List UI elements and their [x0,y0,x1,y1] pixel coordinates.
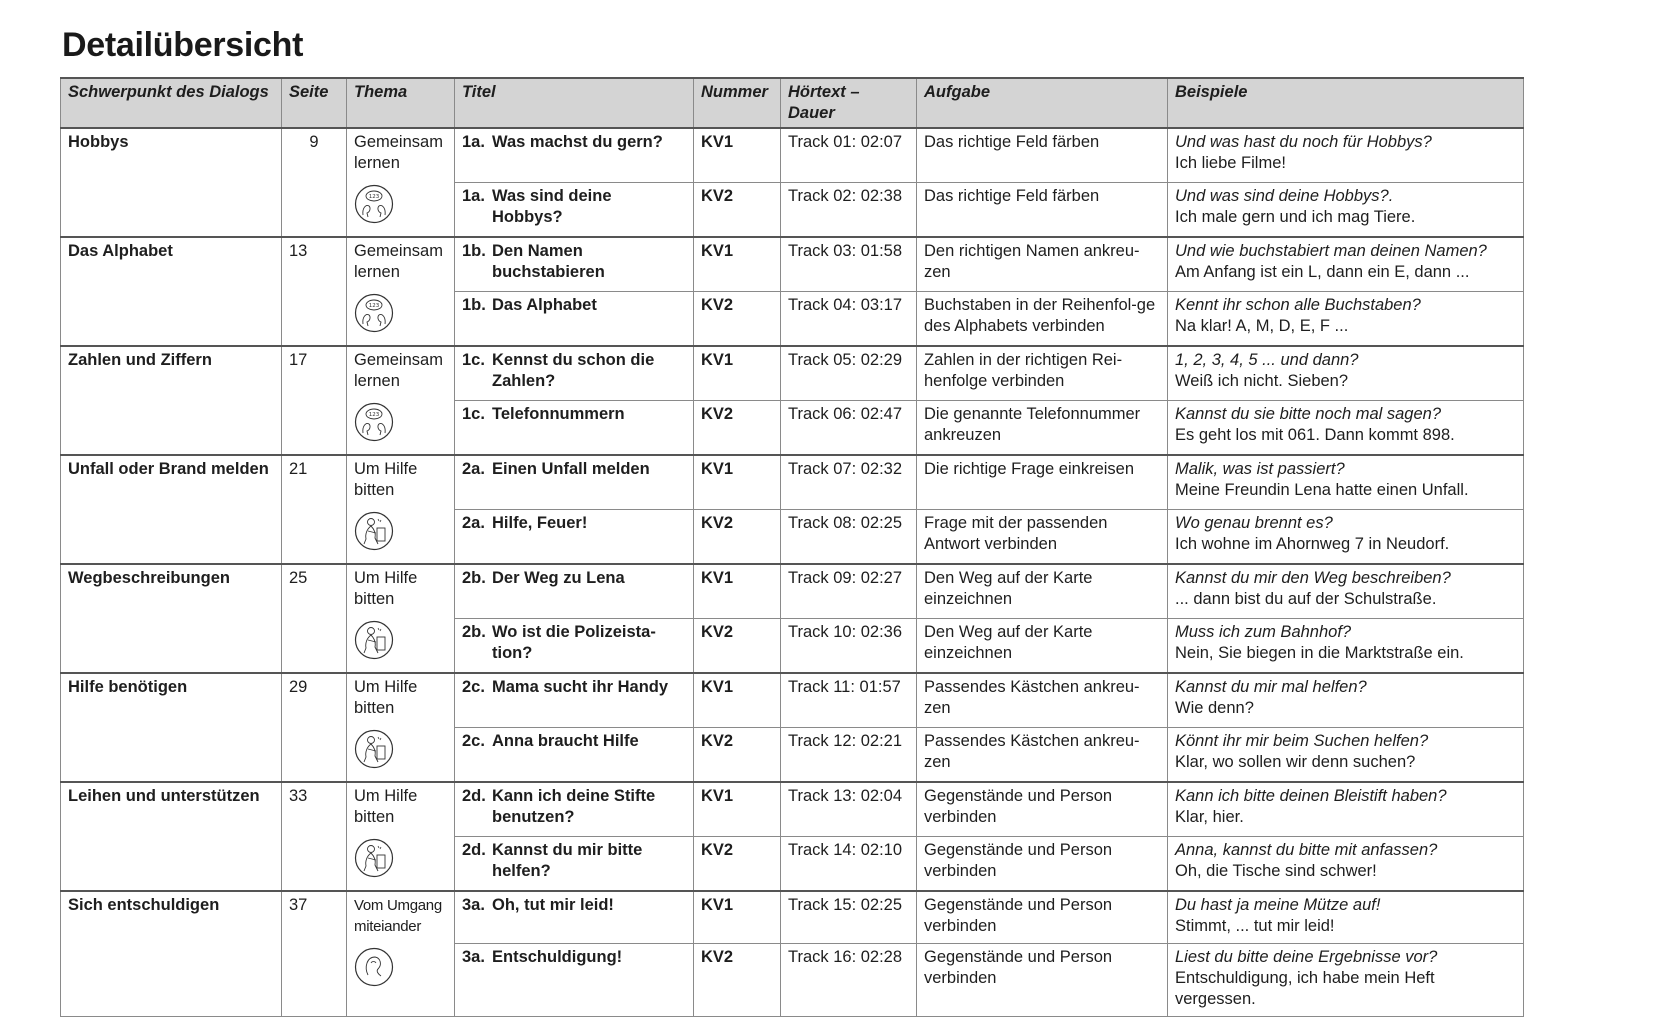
beispiel-antwort: Klar, hier. [1175,808,1244,826]
hoertext-dauer-cell: Track 06: 02:47 [781,401,917,456]
titel-cell [455,782,694,837]
svg-text:123: 123 [368,412,380,418]
aufgabe-cell: Gegenstände und Person verbinden [917,837,1168,892]
table-row [61,237,1524,292]
hoertext-dauer-cell: Track 12: 02:21 [781,728,917,783]
thema-icon-slot [354,174,447,230]
header-seite: Seite [282,78,347,128]
table-row [61,564,1524,619]
titel-number: 3a. [462,896,485,914]
titel-text: Einen Unfall melden [492,460,650,478]
nummer-cell: KV2 [694,510,781,565]
nummer-cell: KV2 [694,183,781,238]
beispiel-frage: Und wie buchstabiert man deinen Namen? [1175,242,1487,260]
hoertext-dauer-cell: Track 02: 02:38 [781,183,917,238]
titel-cell [455,455,694,510]
hoertext-dauer-cell: Track 08: 02:25 [781,510,917,565]
thema-icon-slot [354,501,447,557]
nummer-cell: KV1 [694,128,781,183]
aufgabe-cell: Zahlen in der richtigen Rei-henfolge verbinden [917,346,1168,401]
titel-text: Den Namen buchstabieren [492,242,605,281]
table-row [61,673,1524,728]
titel-number: 2c. [462,678,485,696]
hoertext-dauer-cell: Track 14: 02:10 [781,837,917,892]
beispiel-antwort: Ich male gern und ich mag Tiere. [1175,208,1416,226]
beispiele-cell [1168,292,1524,347]
beispiel-antwort: Ich liebe Filme! [1175,154,1286,172]
beispiel-antwort: Es geht los mit 061. Dann kommt 898. [1175,426,1455,444]
aufgabe-cell: Gegenstände und Person verbinden [917,782,1168,837]
beispiele-cell [1168,782,1524,837]
schwerpunkt-cell: Sich entschuldigen [61,891,282,1017]
header-thema: Thema [347,78,455,128]
beispiel-frage: Anna, kannst du bitte mit anfassen? [1175,841,1438,859]
beispiele-cell [1168,183,1524,238]
titel-number: 2d. [462,787,486,805]
titel-text: Der Weg zu Lena [492,569,625,587]
beispiele-cell [1168,728,1524,783]
aufgabe-cell: Gegenstände und Person verbinden [917,891,1168,944]
thema-label: Gemeinsam lernen [354,351,443,390]
hoertext-dauer-cell: Track 04: 03:17 [781,292,917,347]
um-hilfe-bitten-icon [354,838,394,878]
beispiel-frage: Malik, was ist passiert? [1175,460,1345,478]
beispiele-cell [1168,237,1524,292]
beispiel-frage: Kann ich bitte deinen Bleistift haben? [1175,787,1447,805]
schwerpunkt-cell: Hilfe benötigen [61,673,282,782]
beispiel-antwort: Entschuldigung, ich habe mein Heft vergessen. [1175,969,1435,1008]
beispiele-cell [1168,128,1524,183]
hoertext-dauer-cell: Track 07: 02:32 [781,455,917,510]
titel-text: Hilfe, Feuer! [492,514,588,532]
thema-icon-slot [354,719,447,775]
thema-icon-slot [354,283,447,339]
titel-number: 2a. [462,514,485,532]
aufgabe-cell: Den Weg auf der Karte einzeichnen [917,564,1168,619]
schwerpunkt-cell: Hobbys [61,128,282,237]
titel-text: Wo ist die Polizeista-tion? [492,623,656,662]
titel-text: Kann ich deine Stifte benutzen? [492,787,656,826]
titel-number: 1a. [462,133,485,151]
titel-number: 1b. [462,296,486,314]
nummer-cell: KV1 [694,782,781,837]
um-hilfe-bitten-icon [354,729,394,769]
header-nummer: Nummer [694,78,781,128]
thema-cell [347,891,455,1017]
beispiel-frage: Könnt ihr mir beim Suchen helfen? [1175,732,1429,750]
hoertext-dauer-cell: Track 16: 02:28 [781,944,917,1017]
hoertext-dauer-cell: Track 10: 02:36 [781,619,917,674]
header-titel: Titel [455,78,694,128]
nummer-cell: KV2 [694,944,781,1017]
beispiele-cell [1168,401,1524,456]
beispiel-antwort: Wie denn? [1175,699,1254,717]
titel-number: 1c. [462,351,485,369]
aufgabe-cell: Passendes Kästchen ankreu-zen [917,673,1168,728]
hoertext-dauer-cell: Track 05: 02:29 [781,346,917,401]
thema-icon-slot [354,610,447,666]
titel-text: Kannst du mir bitte helfen? [492,841,643,880]
gemeinsam-lernen-icon [354,402,394,442]
table-header-row [61,78,1524,128]
beispiel-frage: Und was sind deine Hobbys?. [1175,187,1394,205]
aufgabe-cell: Den richtigen Namen ankreu-zen [917,237,1168,292]
beispiel-antwort: Ich wohne im Ahornweg 7 in Neudorf. [1175,535,1450,553]
beispiele-cell [1168,619,1524,674]
um-hilfe-bitten-icon [354,511,394,551]
page-title: Detailübersicht [62,26,304,64]
beispiel-frage: Und was hast du noch für Hobbys? [1175,133,1432,151]
hoertext-dauer-cell: Track 11: 01:57 [781,673,917,728]
beispiele-cell [1168,944,1524,1017]
hoertext-dauer-cell: Track 15: 02:25 [781,891,917,944]
titel-text: Oh, tut mir leid! [492,896,614,914]
beispiel-frage: Du hast ja meine Mütze auf! [1175,896,1381,914]
schwerpunkt-cell: Unfall oder Brand melden [61,455,282,564]
titel-cell [455,619,694,674]
header-aufgabe: Aufgabe [917,78,1168,128]
beispiel-antwort: Stimmt, ... tut mir leid! [1175,917,1335,935]
nummer-cell: KV2 [694,292,781,347]
thema-label: Gemeinsam lernen [354,133,443,172]
titel-text: Was machst du gern? [492,133,663,151]
beispiel-frage: Kannst du sie bitte noch mal sagen? [1175,405,1442,423]
titel-cell [455,183,694,238]
nummer-cell: KV2 [694,401,781,456]
gemeinsam-lernen-icon [354,184,394,224]
nummer-cell: KV1 [694,564,781,619]
seite-cell: 33 [282,782,347,891]
titel-cell [455,564,694,619]
beispiel-antwort: Am Anfang ist ein L, dann ein E, dann ... [1175,263,1470,281]
titel-text: Anna braucht Hilfe [492,732,639,750]
thema-label: Um Hilfe bitten [354,678,418,717]
thema-label: Vom Umgang miteiander [354,897,442,935]
beispiel-frage: Kennt ihr schon alle Buchstaben? [1175,296,1421,314]
titel-cell [455,237,694,292]
titel-text: Telefonnummern [492,405,625,423]
table-row [61,346,1524,401]
seite-cell: 25 [282,564,347,673]
titel-text: Entschuldigung! [492,948,623,966]
aufgabe-cell: Frage mit der passenden Antwort verbinden [917,510,1168,565]
thema-label: Um Hilfe bitten [354,460,418,499]
nummer-cell: KV1 [694,346,781,401]
beispiel-frage: Kannst du mir mal helfen? [1175,678,1367,696]
thema-label: Um Hilfe bitten [354,787,418,826]
beispiel-antwort: ... dann bist du auf der Schulstraße. [1175,590,1437,608]
schwerpunkt-cell: Leihen und unterstützen [61,782,282,891]
hoertext-dauer-cell: Track 13: 02:04 [781,782,917,837]
titel-number: 3a. [462,948,485,966]
nummer-cell: KV1 [694,237,781,292]
beispiel-antwort: Meine Freundin Lena hatte einen Unfall. [1175,481,1469,499]
header-schwerpunkt: Schwerpunkt des Dialogs [61,78,282,128]
titel-text: Kennst du schon die Zahlen? [492,351,655,390]
detail-table [60,77,1524,1017]
thema-cell [347,673,455,782]
beispiel-antwort: Klar, wo sollen wir denn suchen? [1175,753,1416,771]
thema-label: Gemeinsam lernen [354,242,443,281]
aufgabe-cell: Die genannte Telefonnummer ankreuzen [917,401,1168,456]
seite-cell: 37 [282,891,347,1017]
aufgabe-cell: Die richtige Frage einkreisen [917,455,1168,510]
thema-cell [347,564,455,673]
titel-cell [455,292,694,347]
beispiel-frage: 1, 2, 3, 4, 5 ... und dann? [1175,351,1359,369]
aufgabe-cell: Passendes Kästchen ankreu-zen [917,728,1168,783]
nummer-cell: KV2 [694,619,781,674]
seite-cell: 17 [282,346,347,455]
aufgabe-cell: Buchstaben in der Reihenfol-ge des Alphabets verbinden [917,292,1168,347]
seite-cell: 21 [282,455,347,564]
thema-icon-slot [354,392,447,448]
seite-cell: 9 [282,128,347,237]
titel-number: 2b. [462,623,486,641]
titel-cell [455,346,694,401]
beispiele-cell [1168,564,1524,619]
titel-number: 2c. [462,732,485,750]
titel-text: Das Alphabet [492,296,597,314]
thema-label: Um Hilfe bitten [354,569,418,608]
aufgabe-cell: Den Weg auf der Karte einzeichnen [917,619,1168,674]
header-beispiele: Beispiele [1168,78,1524,128]
beispiele-cell [1168,837,1524,892]
beispiel-frage: Muss ich zum Bahnhof? [1175,623,1352,641]
beispiele-cell [1168,891,1524,944]
titel-number: 2b. [462,569,486,587]
titel-cell [455,401,694,456]
thema-cell [347,455,455,564]
schwerpunkt-cell: Das Alphabet [61,237,282,346]
thema-cell [347,128,455,237]
beispiele-cell [1168,510,1524,565]
schwerpunkt-cell: Zahlen und Ziffern [61,346,282,455]
beispiel-frage: Kannst du mir den Weg beschreiben? [1175,569,1451,587]
titel-number: 1b. [462,242,486,260]
titel-cell [455,944,694,1017]
titel-text: Was sind deine Hobbys? [492,187,612,226]
aufgabe-cell: Das richtige Feld färben [917,128,1168,183]
titel-cell [455,673,694,728]
thema-icon-slot [354,937,447,993]
gemeinsam-lernen-icon [354,293,394,333]
seite-cell: 13 [282,237,347,346]
beispiele-cell [1168,346,1524,401]
titel-cell [455,837,694,892]
um-hilfe-bitten-icon [354,620,394,660]
titel-number: 2a. [462,460,485,478]
titel-number: 2d. [462,841,486,859]
titel-text: Mama sucht ihr Handy [492,678,669,696]
beispiele-cell [1168,455,1524,510]
svg-text:123: 123 [368,194,380,200]
nummer-cell: KV2 [694,728,781,783]
titel-cell [455,128,694,183]
nummer-cell: KV1 [694,673,781,728]
svg-text:123: 123 [368,303,380,309]
vom-umgang-miteinander-icon [354,947,394,987]
thema-icon-slot [354,828,447,884]
table-row [61,128,1524,183]
hoertext-dauer-cell: Track 03: 01:58 [781,237,917,292]
nummer-cell: KV1 [694,455,781,510]
nummer-cell: KV2 [694,837,781,892]
seite-cell: 29 [282,673,347,782]
beispiel-antwort: Na klar! A, M, D, E, F ... [1175,317,1349,335]
aufgabe-cell: Das richtige Feld färben [917,183,1168,238]
hoertext-dauer-cell: Track 09: 02:27 [781,564,917,619]
titel-number: 1a. [462,187,485,205]
aufgabe-cell: Gegenstände und Person verbinden [917,944,1168,1017]
titel-number: 1c. [462,405,485,423]
thema-cell [347,782,455,891]
beispiele-cell [1168,673,1524,728]
thema-cell [347,237,455,346]
titel-cell [455,728,694,783]
schwerpunkt-cell: Wegbeschreibungen [61,564,282,673]
table-row [61,891,1524,944]
beispiel-frage: Liest du bitte deine Ergebnisse vor? [1175,948,1438,966]
table-row [61,455,1524,510]
beispiel-frage: Wo genau brennt es? [1175,514,1333,532]
hoertext-dauer-cell: Track 01: 02:07 [781,128,917,183]
titel-cell [455,510,694,565]
nummer-cell: KV1 [694,891,781,944]
header-hoertext-dauer: Hörtext – Dauer [781,78,917,128]
beispiel-antwort: Weiß ich nicht. Sieben? [1175,372,1349,390]
beispiel-antwort: Oh, die Tische sind schwer! [1175,862,1377,880]
table-row [61,782,1524,837]
thema-cell [347,346,455,455]
titel-cell [455,891,694,944]
beispiel-antwort: Nein, Sie biegen in die Marktstraße ein. [1175,644,1464,662]
